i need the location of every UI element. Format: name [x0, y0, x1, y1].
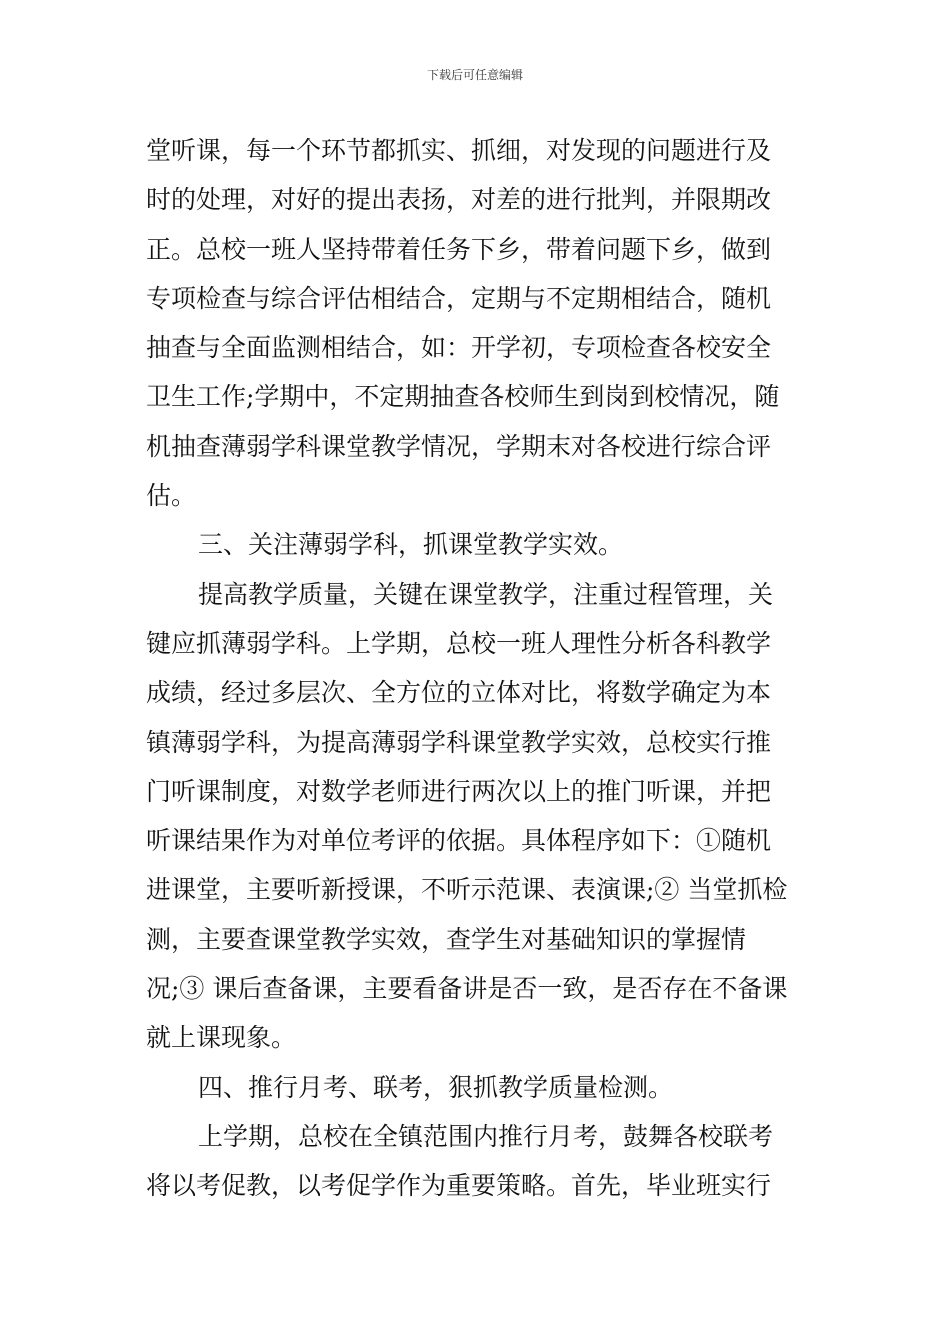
text-line: 时的处理，对好的提出表扬，对差的进行批判，并限期改: [146, 185, 772, 215]
text-line: 门听课制度，对数学老师进行两次以上的推门听课，并把: [146, 776, 772, 806]
text-line: 估。: [146, 481, 197, 511]
document-body: [146, 126, 806, 1211]
text-line: 专项检查与综合评估相结合，定期与不定期相结合，随机: [146, 283, 772, 313]
text-line: 就上课现象。: [146, 1023, 297, 1053]
text-line: 卫生工作;学期中，不定期抽查各校师生到岗到校情况，随: [146, 382, 780, 412]
text-line: 键应抓薄弱学科。上学期，总校一班人理性分析各科教学: [146, 628, 772, 658]
text-line: 况;③ 课后查备课，主要看备讲是否一致，是否存在不备课: [146, 974, 788, 1004]
paragraph-first-line: 提高教学质量，关键在课堂教学，注重过程管理，关: [198, 579, 774, 609]
text-line: 堂听课，每一个环节都抓实、抓细，对发现的问题进行及: [146, 136, 772, 165]
text-line: 进课堂，主要听新授课，不听示范课、表演课;② 当堂抓检: [146, 875, 788, 905]
text-line: 听课结果作为对单位考评的依据。具体程序如下：①随机: [146, 826, 772, 856]
text-line: 将以考促教，以考促学作为重要策略。首先，毕业班实行: [146, 1171, 772, 1201]
page-header: 下载后可任意编辑: [426, 68, 523, 82]
section-heading: 四、推行月考、联考，狠抓教学质量检测。: [198, 1072, 674, 1102]
section-heading: 三、关注薄弱学科，抓课堂教学实效。: [198, 530, 624, 560]
text-line: 成绩，经过多层次、全方位的立体对比，将数学确定为本: [146, 678, 772, 708]
text-line: 镇薄弱学科，为提高薄弱学科课堂教学实效，总校实行推: [146, 727, 772, 757]
text-line: 正。总校一班人坚持带着任务下乡，带着问题下乡，做到: [146, 234, 772, 264]
text-line: 抽查与全面监测相结合，如：开学初，专项检查各校安全: [146, 333, 772, 363]
text-line: 机抽查薄弱学科课堂教学情况，学期末对各校进行综合评: [146, 431, 772, 461]
paragraph-first-line: 上学期，总校在全镇范围内推行月考，鼓舞各校联考: [198, 1121, 774, 1151]
text-line: 测，主要查课堂教学实效，查学生对基础知识的掌握情: [146, 924, 747, 954]
